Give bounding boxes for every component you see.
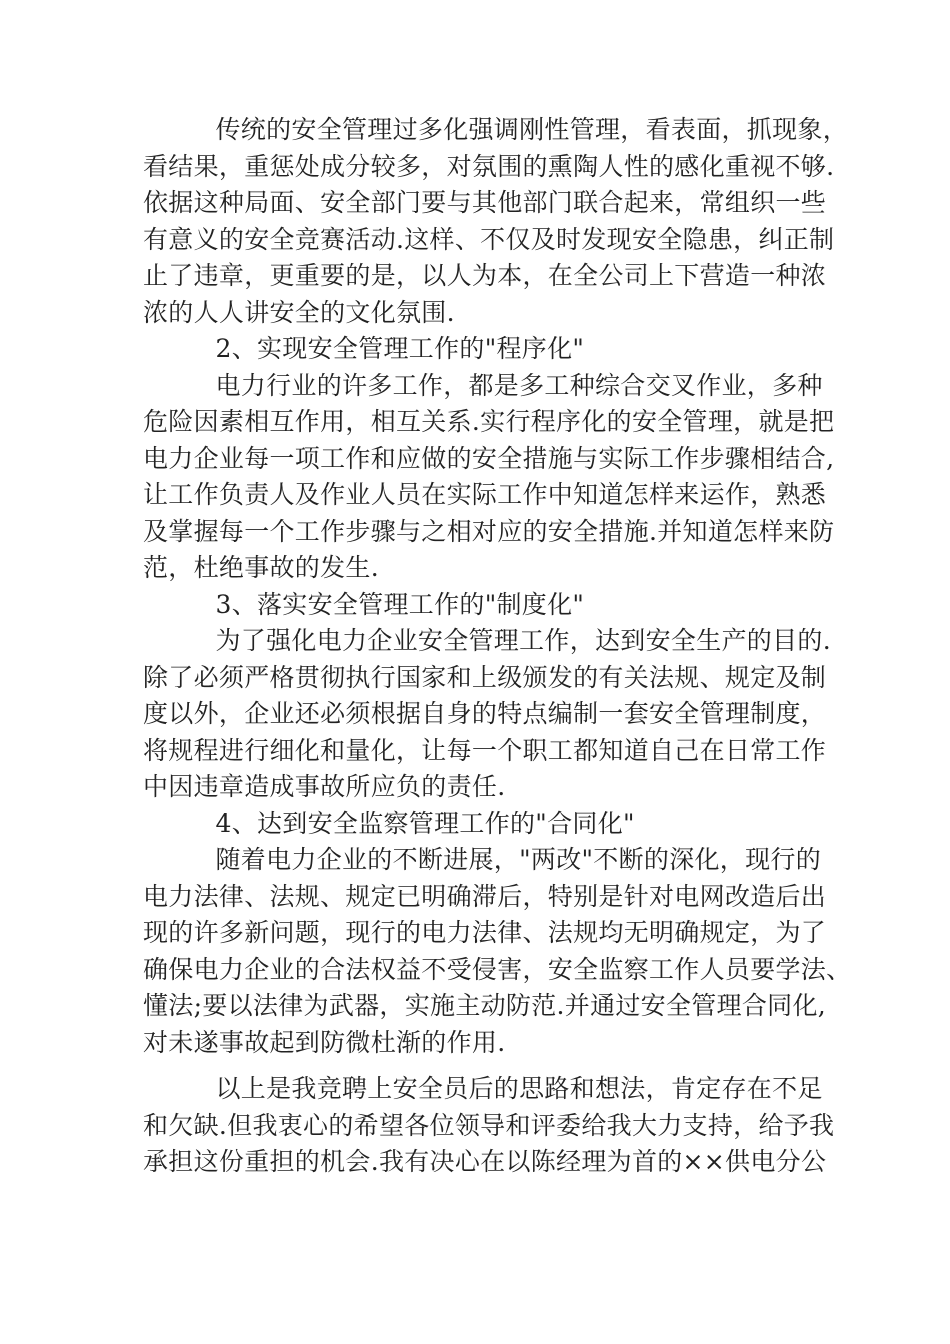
text-line: 懂法;要以法律为武器，实施主动防范.并通过安全管理合同化, [143, 991, 827, 1020]
paragraph-3 [143, 623, 831, 806]
section-heading-2 [143, 331, 808, 368]
text-line: 危险因素相互作用，相互关系.实行程序化的安全管理，就是把 [143, 407, 835, 436]
section-heading-4 [143, 806, 808, 843]
text-line: 对未遂事故起到防微杜渐的作用. [143, 1027, 506, 1057]
section-heading-text: 3、落实安全管理工作的"制度化" [215, 589, 585, 619]
section-heading-text: 4、达到安全监察管理工作的"合同化" [215, 808, 635, 838]
text-line: 现的许多新问题，现行的电力法律、法规均无明确规定，为了 [143, 918, 827, 947]
text-line: 范，杜绝事故的发生. [143, 553, 379, 582]
text-line: 电力行业的许多工作，都是多工种综合交叉作业，多种 [215, 370, 823, 400]
text-line: 以上是我竞聘上安全员后的思路和想法，肯定存在不足 [215, 1074, 823, 1103]
section-heading-3 [143, 587, 808, 624]
text-line: 止了违章，更重要的是，以人为本，在全公司上下营造一种浓 [143, 261, 827, 290]
text-line: 和欠缺.但我衷心的希望各位领导和评委给我大力支持，给予我 [143, 1110, 835, 1140]
text-line: 传统的安全管理过多化强调刚性管理，看表面，抓现象， [215, 115, 849, 144]
text-line: 及掌握每一个工作步骤与之相对应的安全措施.并知道怎样来防 [143, 516, 835, 546]
paragraph-5 [143, 1071, 835, 1181]
text-line: 除了必须严格贯彻执行国家和上级颁发的有关法规、规定及制 [143, 662, 827, 692]
paragraph-2 [143, 368, 835, 587]
text-line: 确保电力企业的合法权益不受侵害，安全监察工作人员要学法、 [143, 954, 852, 984]
text-line: 浓的人人讲安全的文化氛围. [143, 297, 455, 327]
text-line: 将规程进行细化和量化，让每一个职工都知道自己在日常工作 [143, 735, 827, 765]
paragraph-1 [143, 112, 849, 331]
document-body [143, 112, 852, 1181]
text-line: 看结果，重惩处成分较多，对氛围的熏陶人性的感化重视不够. [143, 151, 835, 181]
text-line: 电力企业每一项工作和应做的安全措施与实际工作步骤相结合, [143, 443, 835, 473]
text-line: 随着电力企业的不断进展，"两改"不断的深化，现行的 [215, 845, 821, 874]
text-line: 有意义的安全竞赛活动.这样、不仅及时发现安全隐患，纠正制 [143, 224, 835, 254]
text-line: 依据这种局面、安全部门要与其他部门联合起来，常组织一些 [143, 188, 827, 217]
text-line: 让工作负责人及作业人员在实际工作中知道怎样来运作，熟悉 [143, 480, 827, 509]
text-line: 中因违章造成事故所应负的责任. [143, 772, 506, 801]
text-line: 承担这份重担的机会.我有决心在以陈经理为首的××供电分公 [143, 1147, 827, 1176]
text-line: 为了强化电力企业安全管理工作，达到安全生产的目的. [215, 626, 831, 655]
paragraph-4 [143, 842, 852, 1061]
text-line: 电力法律、法规、规定已明确滞后，特别是针对电网改造后出 [143, 881, 827, 911]
text-line: 度以外，企业还必须根据自身的特点编制一套安全管理制度， [143, 699, 827, 728]
section-heading-text: 2、实现安全管理工作的"程序化" [215, 334, 585, 363]
